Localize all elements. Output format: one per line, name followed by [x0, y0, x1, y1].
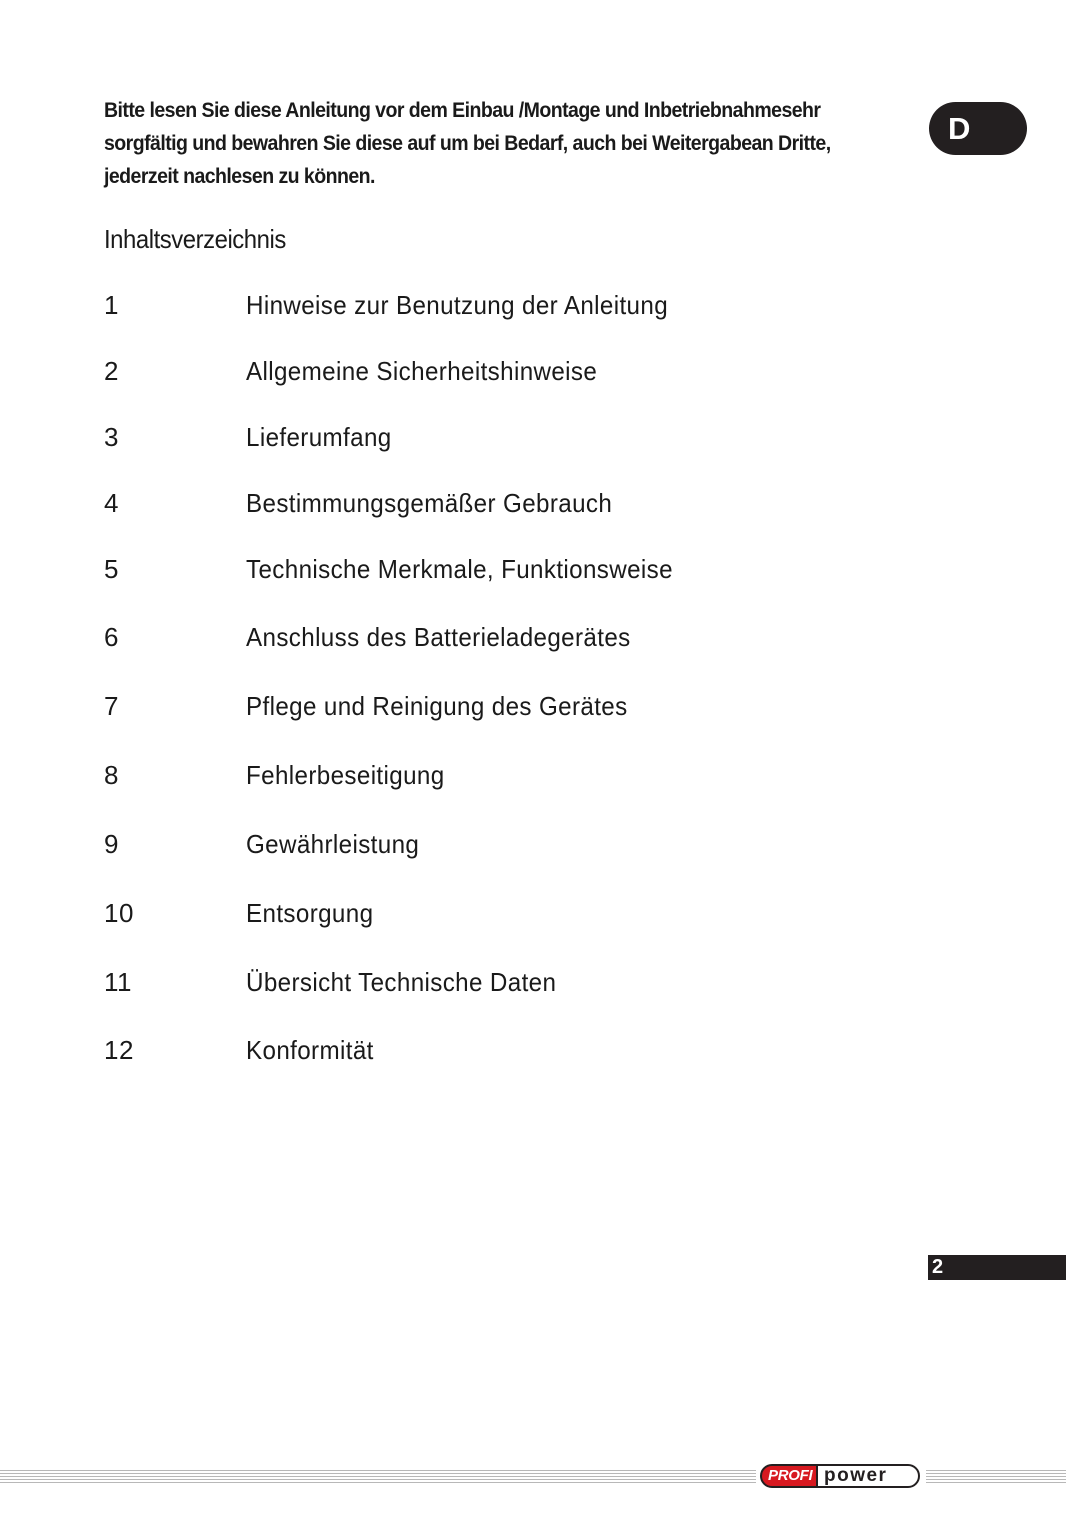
toc-item-label: Gewährleistung [246, 829, 420, 859]
toc-item [104, 288, 804, 322]
toc-item-label: Anschluss des Batterieladegerätes [246, 622, 631, 652]
toc-item-number: 12 [104, 1035, 134, 1065]
toc-item-number: 10 [104, 898, 134, 928]
toc-item-label: Allgemeine Sicherheitshinweise [246, 356, 598, 386]
toc-item [104, 896, 804, 930]
toc-item-number: 3 [104, 422, 119, 452]
toc-item [104, 1033, 804, 1067]
toc-item-label: Hinweise zur Benutzung der Anleitung [246, 290, 669, 320]
toc-item-number: 8 [104, 760, 119, 790]
brand-logo [760, 1463, 922, 1491]
page-number: 2 [928, 1255, 1066, 1280]
intro-line: sorgfältig und bewahren Sie diese auf um bei Bedarf, auch bei Weitergabean Dritte, [104, 132, 831, 155]
toc-item [104, 420, 804, 454]
toc-item-number: 5 [104, 554, 119, 584]
toc-item-label: Technische Merkmale, Funktionsweise [246, 554, 673, 584]
toc-item [104, 354, 804, 388]
toc-title: Inhaltsverzeichnis [104, 224, 286, 254]
toc-item-label: Entsorgung [246, 898, 374, 928]
toc-item-number: 11 [104, 967, 132, 997]
footer-rule-left [0, 1468, 756, 1486]
footer-rule-right [926, 1468, 1066, 1486]
intro-line: Bitte lesen Sie diese Anleitung vor dem Einbau /Montage und Inbetriebnahmesehr [104, 99, 821, 122]
brand-logo-profi: PROFI [760, 1464, 818, 1488]
toc-item [104, 486, 804, 520]
toc-item-label: Übersicht Technische Daten [246, 967, 557, 997]
toc-item-label: Pflege und Reinigung des Gerätes [246, 691, 628, 721]
toc-item [104, 827, 804, 861]
toc-item [104, 689, 804, 723]
toc-item [104, 620, 804, 654]
toc-item-label: Bestimmungsgemäßer Gebrauch [246, 488, 613, 518]
toc-item-number: 9 [104, 829, 119, 859]
brand-logo-power: power [816, 1464, 920, 1488]
toc-item-number: 1 [104, 290, 119, 320]
toc-item-number: 2 [104, 356, 119, 386]
toc-item-label: Lieferumfang [246, 422, 392, 452]
toc-item [104, 552, 804, 586]
toc-item-label: Konformität [246, 1035, 374, 1065]
intro-notice [104, 94, 848, 193]
language-badge: D [929, 102, 1027, 155]
toc-item-number: 6 [104, 622, 119, 652]
toc-item [104, 965, 804, 999]
toc-item-label: Fehlerbeseitigung [246, 760, 445, 790]
intro-line: jederzeit nachlesen zu können. [104, 165, 375, 188]
toc-item [104, 758, 804, 792]
toc-item-number: 4 [104, 488, 119, 518]
toc-item-number: 7 [104, 691, 119, 721]
